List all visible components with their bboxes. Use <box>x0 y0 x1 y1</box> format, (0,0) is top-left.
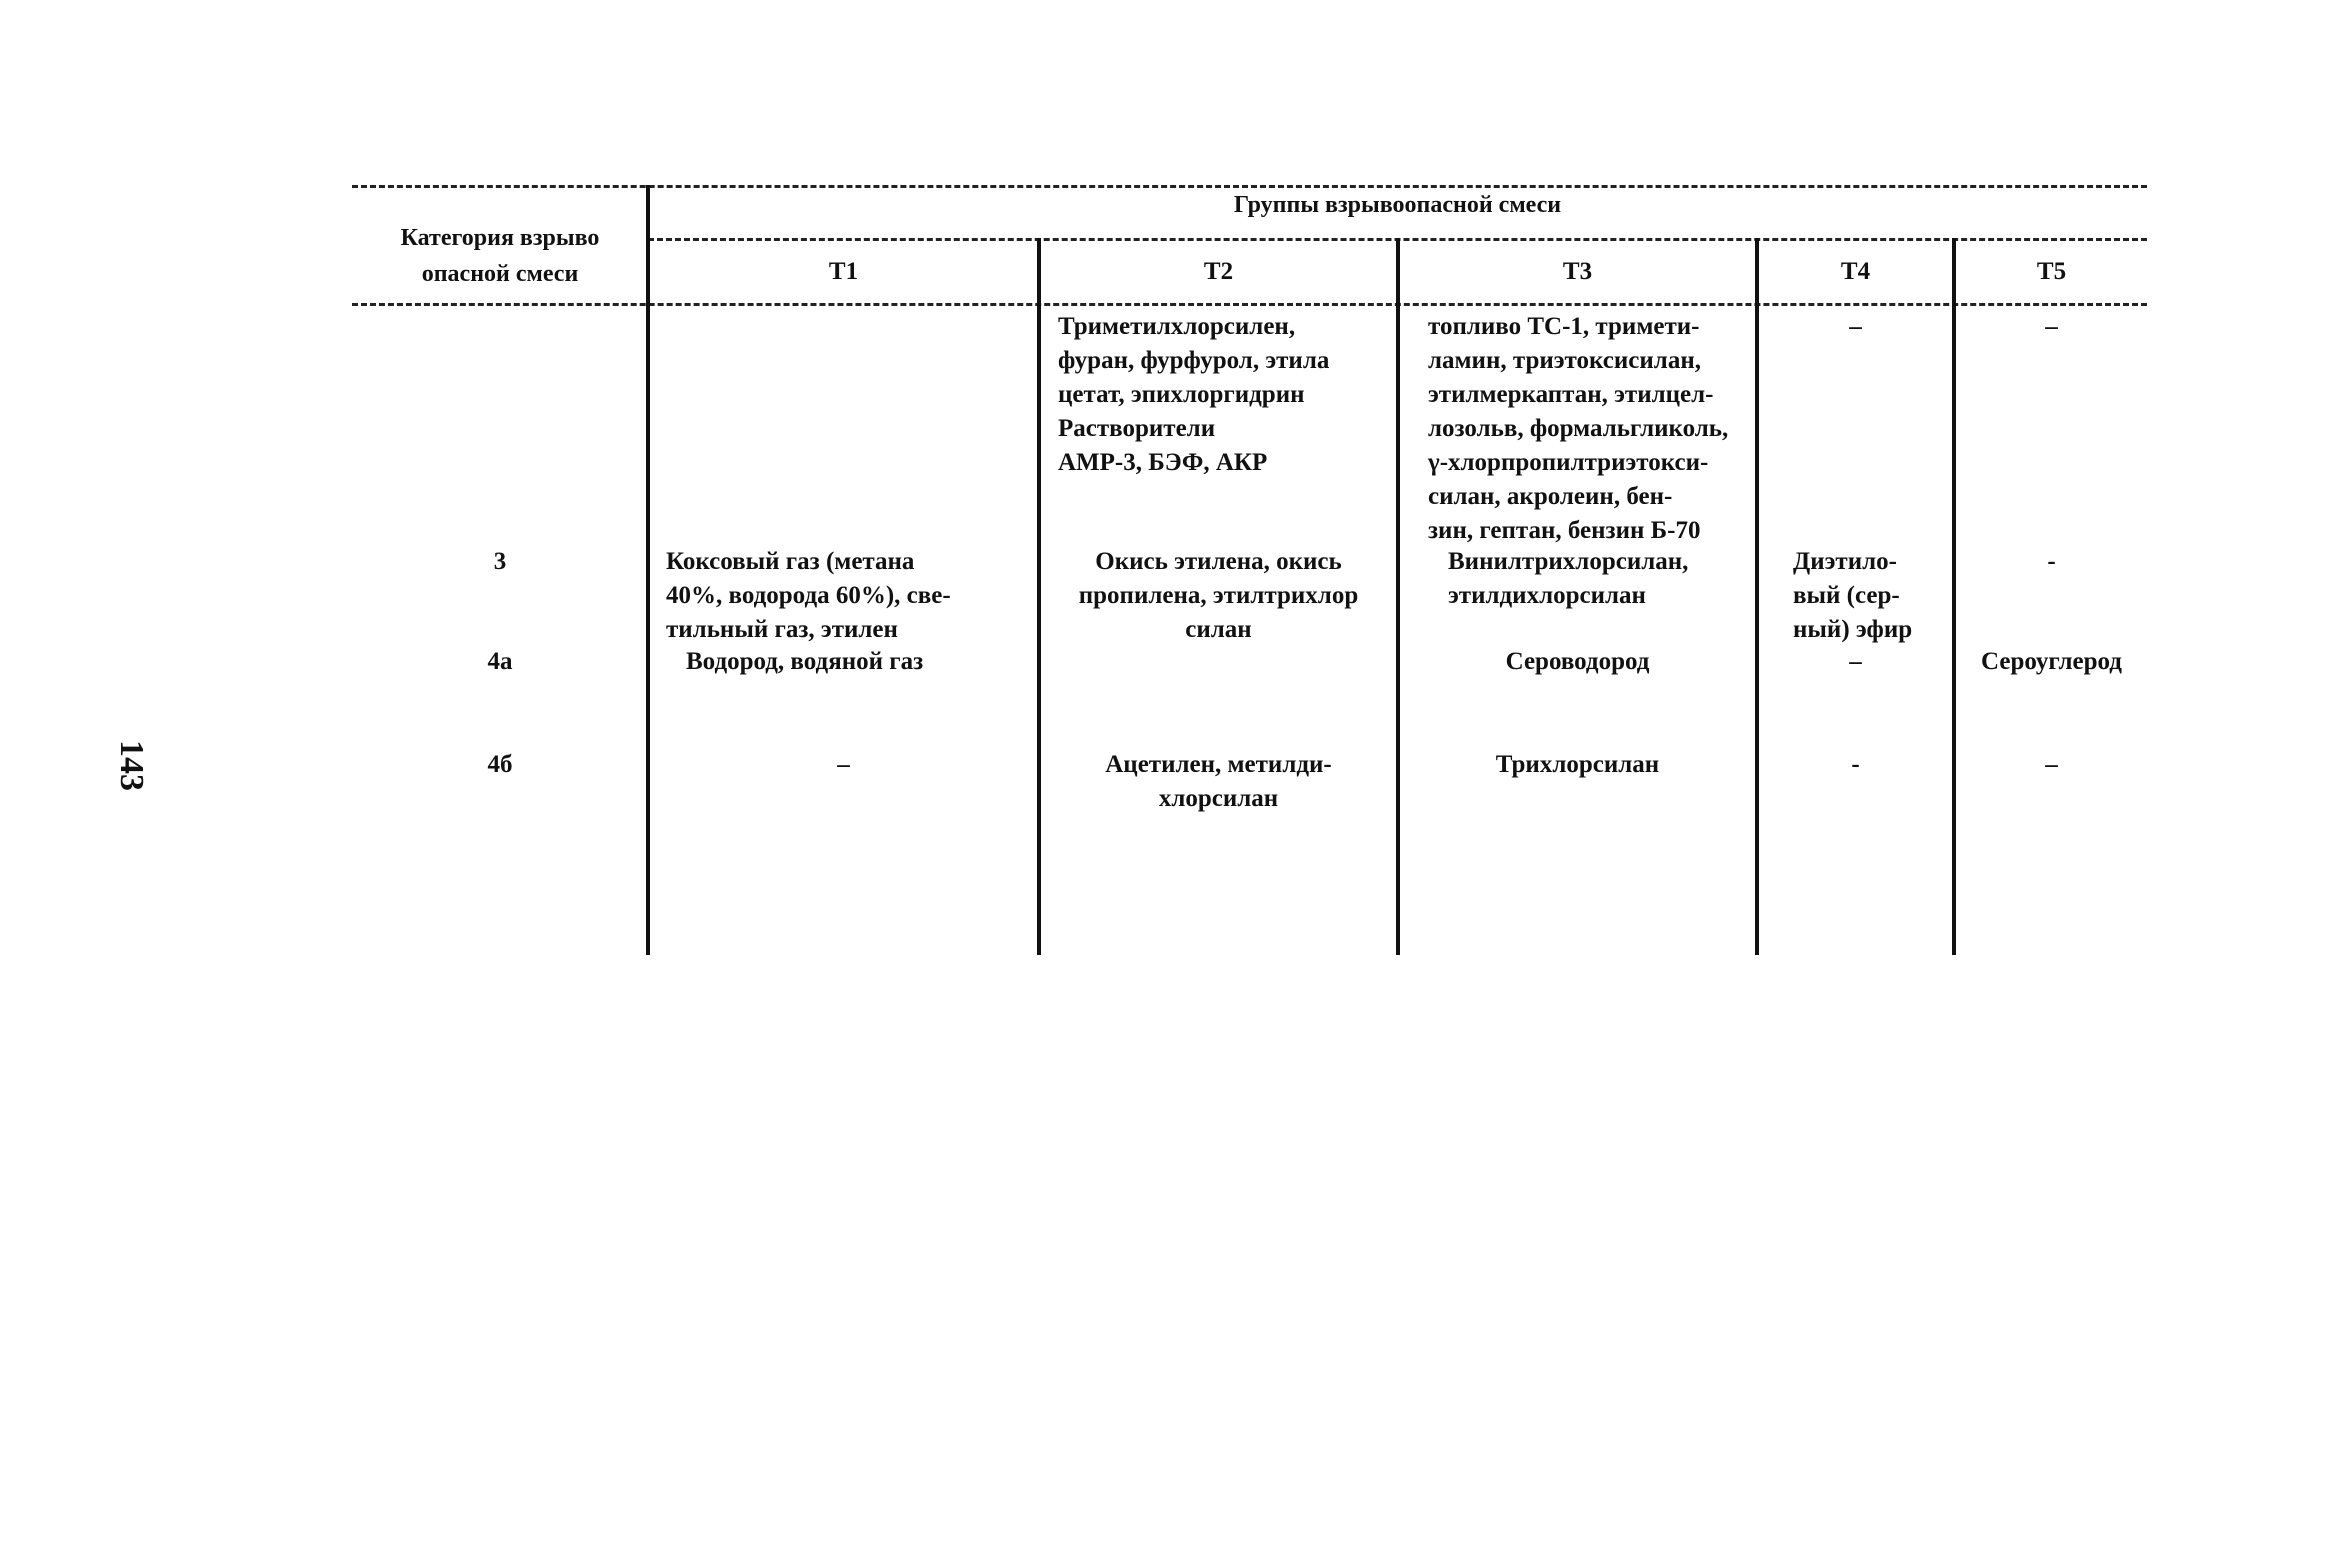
table-cell-t1: Водород, водяной газ <box>686 648 924 675</box>
table-cell-category: 4б <box>487 751 513 778</box>
header-category: Категория взрыво опасной смеси <box>400 225 600 287</box>
header-column-t3: Т3 <box>1562 258 1593 285</box>
table-cell-t5: Сероуглерод <box>1981 648 2122 675</box>
table-cell-t5: – <box>2045 751 2058 778</box>
header-column-t1: Т1 <box>828 258 859 285</box>
table-cell-t3: топливо ТС-1, тримети- ламин, триэтоксисилан, этилмеркаптан, этилцел- лозольв, формальгликоль, γ-хлорпропилтриэтокси- силан, акролеин, бен- зин, гептан, бензин Б-70 <box>1428 313 1729 544</box>
table-cell-t3: Сероводород <box>1505 648 1650 675</box>
table-cell-t1: – <box>837 751 850 778</box>
header-column-t4: Т4 <box>1840 258 1871 285</box>
column-divider <box>1755 238 1759 955</box>
table-cell-t2: Ацетилен, метилди- хлорсилан <box>1105 751 1332 812</box>
table-cell-t4: – <box>1849 648 1862 675</box>
column-divider <box>1952 238 1956 955</box>
table-cell-t2: Триметилхлорсилен, фуран, фурфурол, этила цетат, эпихлоргидрин Растворители АМР-3, БЭФ, АКР <box>1058 313 1330 476</box>
table-cell-t4: - <box>1851 751 1860 778</box>
header-column-t5: Т5 <box>2036 258 2067 285</box>
table-cell-t3: Винилтрихлорсилан, этилдихлорсилан <box>1448 548 1689 609</box>
table-cell-t5: - <box>2047 548 2056 575</box>
header-bottom-rule <box>352 303 2147 306</box>
table-cell-category: 3 <box>493 548 507 575</box>
column-divider <box>1396 238 1400 955</box>
header-groups-title: Группы взрывоопасной смеси <box>1233 192 1562 218</box>
header-column-t2: Т2 <box>1203 258 1234 285</box>
table-cell-t5: – <box>2045 313 2058 340</box>
table-cell-t4: Диэтило- вый (сер- ный) эфир <box>1793 548 1913 643</box>
column-divider <box>646 185 650 955</box>
table-cell-t1: Коксовый газ (метана 40%, водорода 60%), све- тильный газ, этилен <box>666 548 951 643</box>
table-cell-t3: Трихлорсилан <box>1495 751 1660 778</box>
page-number: 143 <box>113 740 150 791</box>
table-cell-t4: – <box>1849 313 1862 340</box>
table-cell-category: 4а <box>487 648 513 675</box>
table-cell-t2: Окись этилена, окись пропилена, этилтрихлор силан <box>1078 548 1359 643</box>
